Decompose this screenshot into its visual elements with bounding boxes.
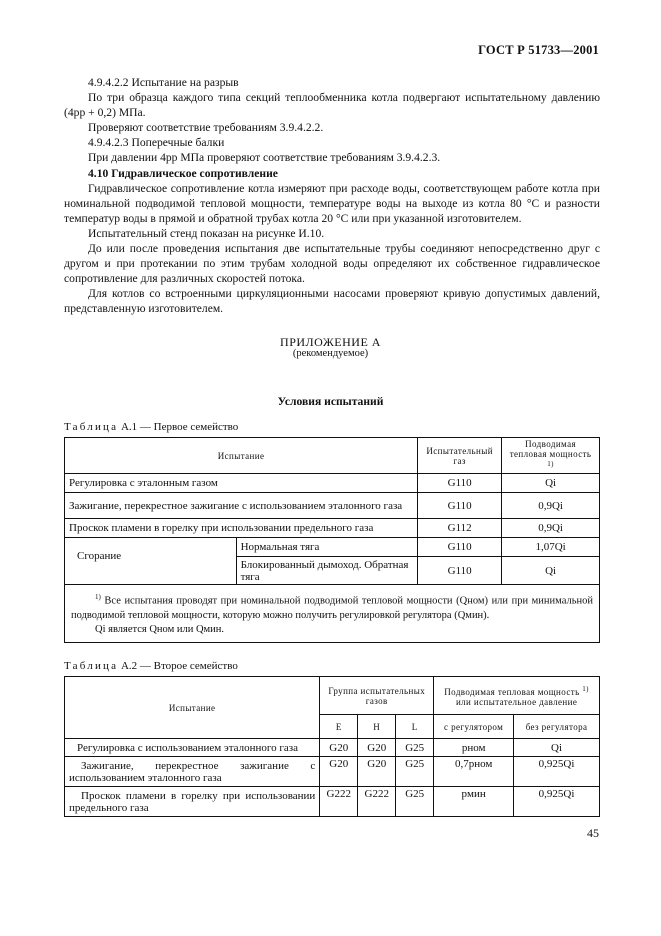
cell-h: G222 [358, 787, 396, 817]
table-footnote [65, 585, 600, 643]
col-header-group: Группа испытательных газов [320, 677, 434, 715]
cell-gas: G110 [418, 557, 502, 585]
cell-test: Зажигание, перекрестное зажигание с использованием эталонного газа [65, 493, 418, 519]
paragraph: 4.9.4.2.3 Поперечные балки [88, 136, 225, 150]
section-heading: 4.10 Гидравлическое сопротивление [88, 166, 278, 180]
cell-power: 0,9Qi [502, 493, 600, 519]
cell-e: G20 [320, 739, 358, 757]
table-row [65, 493, 600, 519]
table-footnote-row [65, 585, 600, 643]
col-header-gas: Испытательный газ [418, 438, 502, 474]
cell-l: G25 [396, 739, 434, 757]
cell-gas: G110 [418, 493, 502, 519]
caption-text: А.1 — Первое семейство [118, 421, 239, 433]
cell-e: G222 [320, 787, 358, 817]
cell-h: G20 [358, 757, 396, 787]
appendix-subtitle: (рекомендуемое) [292, 348, 369, 359]
table-row [65, 519, 600, 538]
table-row [65, 787, 600, 817]
paragraph: По три образца каждого типа секций теплообменника котла подвергают испытательному давлению (4pp + 0,2) МПа. [64, 91, 600, 120]
cell-power: 0,9Qi [502, 519, 600, 538]
cell-with-regulator: pном [434, 739, 514, 757]
col-header-with-regulator: с регулятором [434, 715, 514, 739]
caption-text: А.2 — Второе семейство [118, 660, 238, 672]
caption-label: Таблица [64, 421, 119, 433]
table2-caption [64, 660, 238, 672]
paragraph: 4.9.4.2.2 Испытание на разрыв [88, 76, 239, 89]
cell-without-regulator: 0,925Qi [514, 757, 600, 787]
document-code: ГОСТ Р 51733—2001 [478, 43, 599, 57]
footnote-mark: 1) [95, 593, 101, 601]
section-title: Условия испытаний [277, 395, 384, 408]
col-header-e: Е [320, 715, 358, 739]
footnote-text: Qi является Qном или Qмин. [95, 623, 225, 635]
table1-caption [64, 421, 238, 433]
cell-test: Регулировка с использованием эталонного газа [65, 739, 320, 757]
cell-test: Регулировка с эталонным газом [65, 474, 418, 493]
table-second-family [64, 676, 600, 817]
appendix-title: ПРИЛОЖЕНИЕ А [280, 335, 381, 349]
cell-combustion: Сгорание [65, 538, 237, 585]
cell-without-regulator: 0,925Qi [514, 787, 600, 817]
cell-h: G20 [358, 739, 396, 757]
col-header-test: Испытание [65, 438, 418, 474]
table-row [65, 538, 600, 557]
cell-test: Зажигание, перекрестное зажигание с использованием эталонного газа [65, 757, 320, 787]
cell-e: G20 [320, 757, 358, 787]
col-header-test: Испытание [65, 677, 320, 739]
caption-label: Таблица [64, 660, 119, 672]
page-number: 45 [587, 826, 599, 840]
table-row [65, 757, 600, 787]
col-header-without-regulator: без регулятора [514, 715, 600, 739]
table-row [65, 739, 600, 757]
cell-power: Qi [502, 474, 600, 493]
cell-gas: G110 [418, 538, 502, 557]
cell-with-regulator: 0,7pном [434, 757, 514, 787]
paragraph: Испытательный стенд показан на рисунке И.10. [88, 226, 325, 240]
cell-power: Qi [502, 557, 600, 585]
col-header-h: Н [358, 715, 396, 739]
col-header-power: Подводимая тепловая мощность $^{1)}$ или испытательное давление [434, 677, 600, 715]
footnote-text: Все испытания проводят при номинальной подводимой тепловой мощности (Qном) или при минимальной подводимой тепловой мощности, которую можно получить регулировкой регулятора (Qмин). [71, 595, 594, 621]
paragraph: Для котлов со встроенными циркуляционными насосами проверяют кривую допустимых давлений, представленную изготовителем. [64, 287, 600, 316]
paragraph: Проверяют соответствие требованиям 3.9.4.2.2. [88, 121, 324, 135]
cell-without-regulator: Qi [514, 739, 600, 757]
cell-l: G25 [396, 787, 434, 817]
col-header-l: L [396, 715, 434, 739]
cell-condition: Нормальная тяга [236, 538, 418, 557]
cell-test: Проскок пламени в горелку при использовании предельного газа [65, 519, 418, 538]
cell-test: Проскок пламени в горелку при использовании предельного газа [65, 787, 320, 817]
body-text [64, 75, 600, 317]
cell-gas: G110 [418, 474, 502, 493]
cell-l: G25 [396, 757, 434, 787]
paragraph: До или после проведения испытания две испытательные трубы соединяют непосредственно друг с другом и при протекании по этим трубам холодной воды определяют их собственное гидравлическое сопротивление для различных скоростей потока. [64, 242, 600, 286]
cell-gas: G112 [418, 519, 502, 538]
cell-power: 1,07Qi [502, 538, 600, 557]
col-header-power: Подводимая тепловая мощность $^{1)}$ [502, 438, 600, 474]
paragraph: При давлении 4pp МПа проверяют соответствие требованиям 3.9.4.2.3. [88, 151, 441, 165]
cell-with-regulator: pмин [434, 787, 514, 817]
table-first-family [64, 437, 600, 643]
cell-condition: Блокированный дымоход. Обратная тяга [236, 557, 418, 585]
paragraph: Гидравлическое сопротивление котла измеряют при расходе воды, соответствующем работе котла при номинальной подводимой тепловой мощности, температуре воды на выходе из котла 80 °С и разности температур воды в прямой и обратной трубах котла 20 °С или при указанной изготовителем. [64, 181, 600, 225]
table-row [65, 474, 600, 493]
